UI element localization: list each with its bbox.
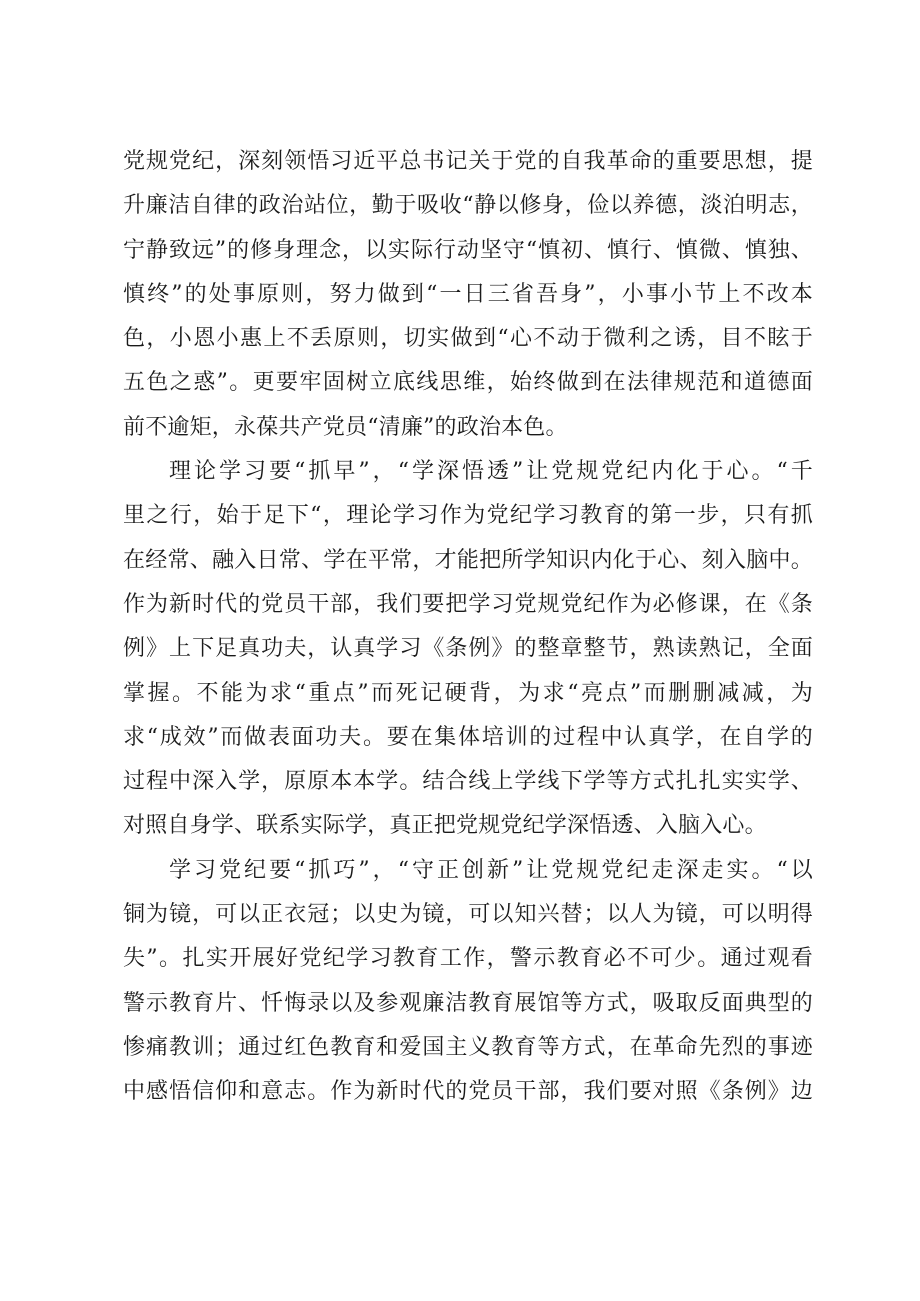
paragraph-3 [123, 849, 813, 1115]
text-line: 慎终”的处事原则，努力做到“一日三省吾身”，小事小节上不改本 [123, 281, 813, 307]
text-line: 理论学习要“抓早”，“学深悟透”让党规党纪内化于心。“千 [169, 459, 813, 485]
text-line: 求“成效”而做表面功夫。要在集体培训的过程中认真学，在自学的 [123, 724, 813, 750]
text-line: 警示教育片、忏悔录以及参观廉洁教育展馆等方式，吸取反面典型的 [123, 990, 813, 1016]
text-line: 宁静致远”的修身理念，以实际行动坚守“慎初、慎行、慎微、慎独、 [123, 237, 813, 263]
text-line: 在经常、融入日常、学在平常，才能把所学知识内化于心、刻入脑中。 [123, 547, 813, 573]
text-line: 例》上下足真功夫，认真学习《条例》的整章整节，熟读熟记，全面 [123, 636, 813, 662]
text-line: 掌握。不能为求“重点”而死记硬背，为求“亮点”而删删减减，为 [123, 680, 813, 706]
text-line: 惨痛教训；通过红色教育和爱国主义教育等方式，在革命先烈的事迹 [123, 1034, 813, 1060]
text-line: 里之行，始于足下“，理论学习作为党纪学习教育的第一步，只有抓 [123, 503, 813, 529]
text-line: 中感悟信仰和意志。作为新时代的党员干部，我们要对照《条例》边 [123, 1079, 813, 1105]
paragraph-2 [123, 450, 813, 849]
text-line: 前不逾矩，永葆共产党员“清廉”的政治本色。 [123, 414, 568, 440]
text-line: 学习党纪要“抓巧”，“守正创新”让党规党纪走深走实。“以 [169, 857, 813, 883]
text-line: 升廉洁自律的政治站位，勤于吸收“静以修身，俭以养德，淡泊明志， [123, 193, 813, 219]
text-line: 五色之惑”。更要牢固树立底线思维，始终做到在法律规范和道德面 [123, 370, 813, 396]
document-body [123, 140, 813, 1115]
paragraph-1 [123, 140, 813, 450]
text-line: 作为新时代的党员干部，我们要把学习党规党纪作为必修课，在《条 [123, 591, 813, 617]
text-line: 铜为镜，可以正衣冠；以史为镜，可以知兴替；以人为镜，可以明得 [123, 902, 813, 928]
text-line: 过程中深入学，原原本本学。结合线上学线下学等方式扎扎实实学、 [123, 769, 813, 795]
text-line: 党规党纪，深刻领悟习近平总书记关于党的自我革命的重要思想，提 [123, 149, 813, 174]
text-line: 色，小恩小惠上不丢原则，切实做到“心不动于微利之诱，目不眩于 [123, 326, 813, 352]
text-line: 对照自身学、联系实际学，真正把党规党纪学深悟透、入脑入心。 [123, 813, 767, 839]
text-line: 失”。扎实开展好党纪学习教育工作，警示教育必不可少。通过观看 [123, 946, 813, 972]
